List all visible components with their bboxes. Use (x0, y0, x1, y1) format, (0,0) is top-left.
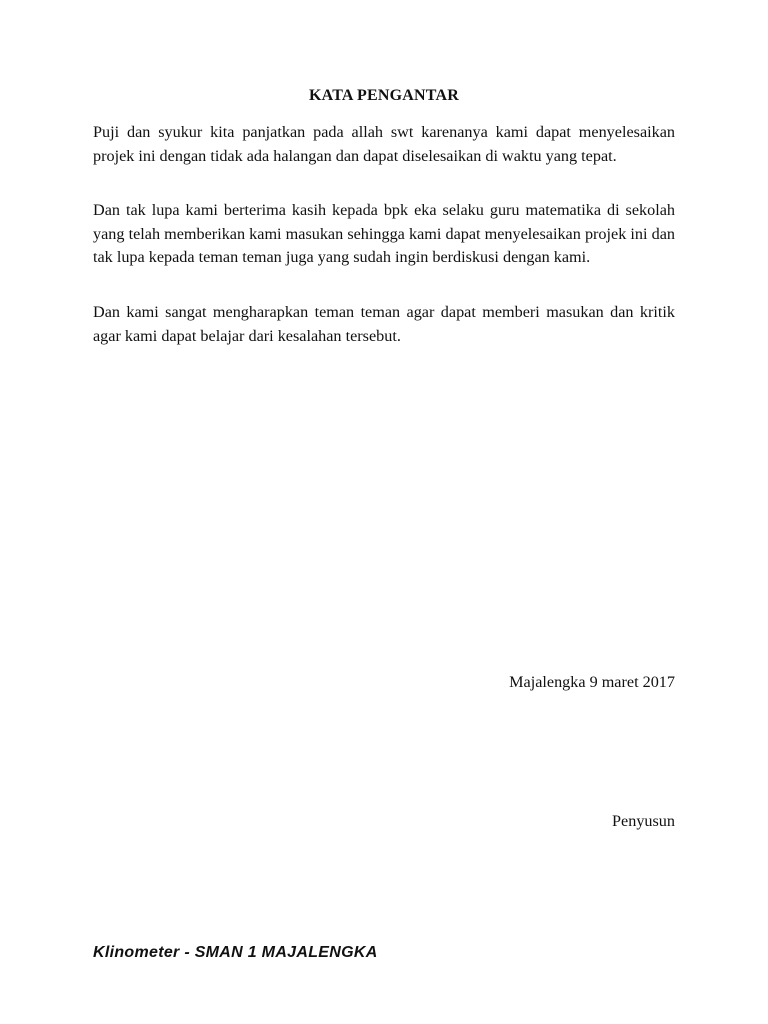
signer-label: Penyusun (612, 812, 675, 830)
paragraph-1 (93, 121, 675, 168)
page-footer: Klinometer - SMAN 1 MAJALENGKA (93, 944, 378, 961)
place-date: Majalengka 9 maret 2017 (509, 673, 675, 691)
page-title: KATA PENGANTAR (309, 87, 459, 104)
paragraph-3 (93, 301, 675, 348)
paragraph-text: Dan kami sangat mengharapkan teman teman agar dapat memberi masukan dan kritik agar kami dapat belajar dari kesalahan tersebut. (93, 303, 675, 345)
paragraph-text: Puji dan syukur kita panjatkan pada allah swt karenanya kami dapat menyelesaikan projek ini dengan tidak ada halangan dan dapat diselesaikan di waktu yang tepat. (93, 123, 675, 165)
paragraph-2 (93, 199, 675, 270)
paragraph-text: Dan tak lupa kami berterima kasih kepada bpk eka selaku guru matematika di sekolah yang telah memberikan kami masukan sehingga kami dapat menyelesaikan projek ini dan tak lupa kepada teman teman juga yang sudah ingin berdiskusi dengan kami. (93, 201, 675, 266)
